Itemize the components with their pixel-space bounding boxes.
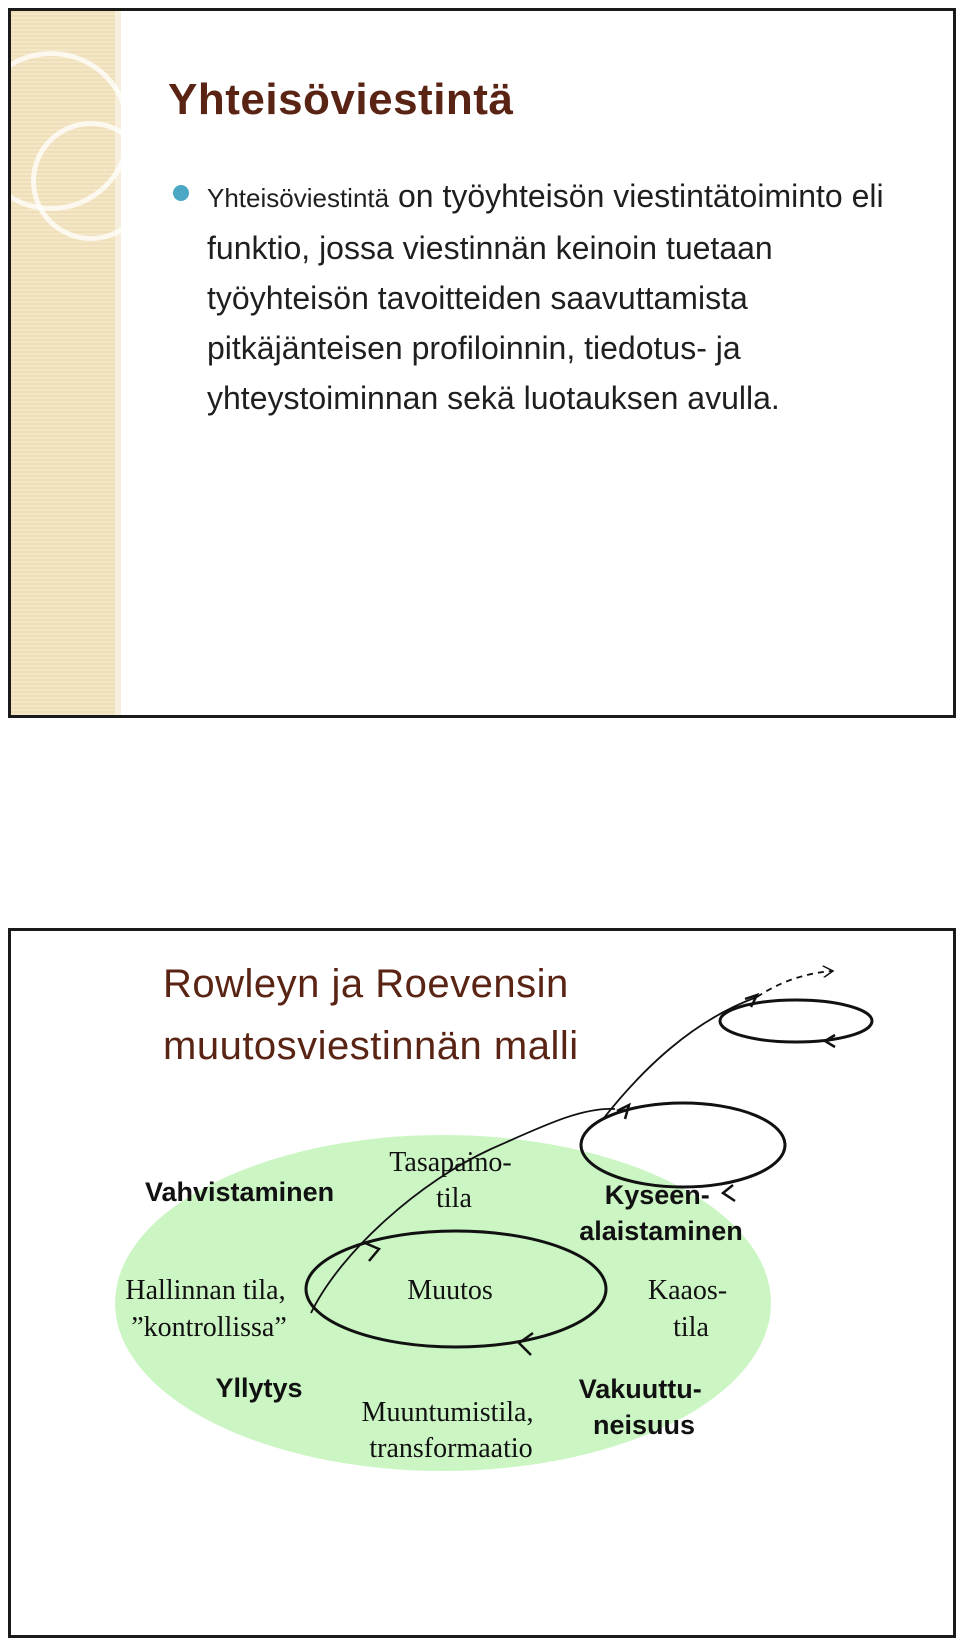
slide-muutosviestinnan-malli (8, 928, 956, 1638)
label-muuntumistila: Muuntumistila, transformaatio (361, 1397, 534, 1464)
label-vakuuttuneisuus: Vakuuttu- neisuus (578, 1374, 702, 1440)
label-muutos: Muutos (407, 1275, 493, 1306)
cycle-ellipse-middle (581, 1103, 785, 1187)
label-kaaostila: Kaaos- tila (647, 1275, 728, 1343)
label-tasapainotila: Tasapaino- tila (389, 1147, 512, 1214)
cycle-ellipse-outer (720, 1000, 872, 1042)
spiral-trajectory-line (603, 997, 757, 1119)
bullet-definition: on työyhteisön viestintätoiminto eli funktio, jossa viestinnän keinoin tuetaan työyhteisön tavoitteiden saavuttamista pitkäjänteisen profiloinnin, tiedotus- ja yhteystoiminnan sekä luotauksen avulla. (207, 178, 884, 416)
bullet-text (207, 171, 927, 423)
label-hallinnan-tila: Hallinnan tila, ”kontrollissa” (125, 1275, 287, 1343)
slide-title: Yhteisöviestintä (168, 75, 514, 124)
change-communication-diagram (11, 931, 953, 1635)
slide-yhteisoviestinta (8, 8, 956, 718)
cycle-arrow-icon (723, 1185, 735, 1201)
slide-title-line: Rowleyn ja Roevensin (163, 962, 569, 1006)
label-vahvistaminen: Vahvistaminen (145, 1177, 335, 1207)
decorative-ring (31, 121, 151, 241)
spiral-dashed-arrow (757, 971, 833, 997)
label-yllytys: Yllytys (215, 1373, 303, 1403)
label-kyseenalaistaminen: Kyseen- alaistaminen (579, 1180, 743, 1246)
bullet-dot-icon (173, 185, 189, 201)
slide-title-line: muutosviestinnän malli (163, 1024, 579, 1068)
bullet-lead-term: Yhteisöviestintä (207, 183, 390, 213)
